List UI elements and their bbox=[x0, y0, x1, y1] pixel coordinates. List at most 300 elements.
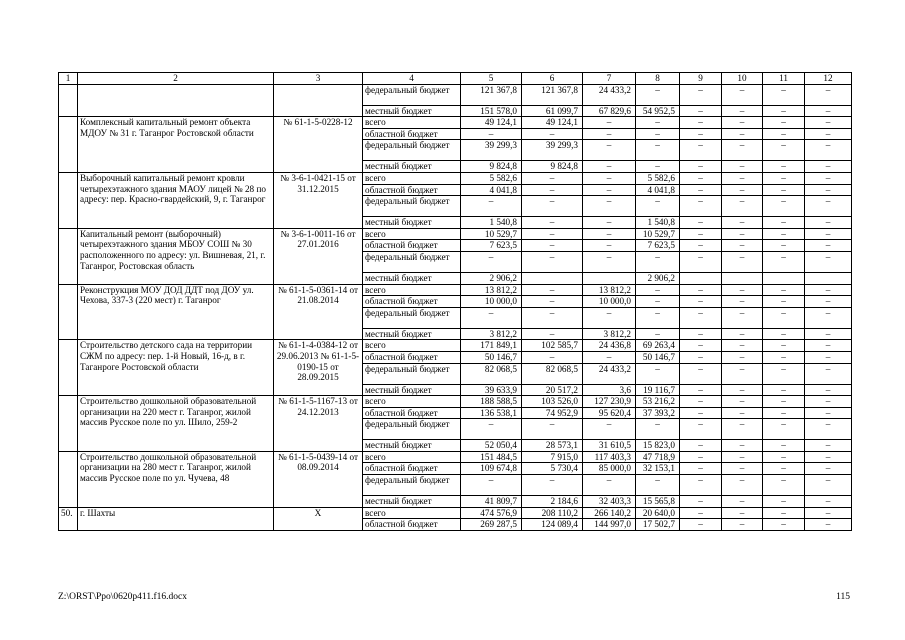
amount-cell: – bbox=[722, 196, 763, 217]
amount-cell: 121 367,8 bbox=[461, 84, 522, 105]
amount-cell: – bbox=[722, 128, 763, 140]
amount-cell: 5 730,4 bbox=[522, 463, 583, 475]
amount-cell: – bbox=[722, 396, 763, 408]
object-name: Строительство дошкольной образовательной организации на 280 мест г. Таганрог, жилой массив Русское поле по ул. Чучева, 48 bbox=[78, 451, 274, 507]
amount-cell: 9 824,8 bbox=[522, 161, 583, 173]
document-number: № 3-6-1-0011-16 от 27.01.2016 bbox=[274, 228, 363, 284]
amount-cell: – bbox=[763, 396, 805, 408]
amount-cell: 7 623,5 bbox=[636, 240, 680, 252]
amount-cell: 37 393,2 bbox=[636, 407, 680, 419]
object-name: Строительство детского сада на территории СЖМ по адресу: пер. 1-й Новый, 16-д, в г. Таганроге Ростовской области bbox=[78, 340, 274, 396]
amount-cell: – bbox=[805, 340, 852, 352]
amount-cell: 28 573,1 bbox=[522, 440, 583, 452]
table-row bbox=[59, 228, 852, 240]
amount-cell: – bbox=[805, 496, 852, 508]
amount-cell: 54 952,5 bbox=[636, 105, 680, 117]
amount-cell: 266 140,2 bbox=[583, 507, 636, 519]
amount-cell: – bbox=[680, 340, 722, 352]
amount-cell: 13 812,2 bbox=[583, 284, 636, 296]
footer-file-path: Z:\ORST\Ppo\0620p411.f16.docx bbox=[58, 592, 187, 602]
amount-cell: 19 116,7 bbox=[636, 384, 680, 396]
amount-cell: – bbox=[583, 228, 636, 240]
object-name: Строительство дошкольной образовательной организации на 220 мест г. Таганрог, жилой массив Русское поле по ул. Шило, 259-2 bbox=[78, 396, 274, 452]
amount-cell: – bbox=[722, 519, 763, 531]
amount-cell: – bbox=[805, 240, 852, 252]
amount-cell: – bbox=[680, 507, 722, 519]
amount-cell: – bbox=[763, 507, 805, 519]
amount-cell: – bbox=[722, 296, 763, 308]
amount-cell: 49 124,1 bbox=[522, 117, 583, 129]
funding-source: федеральный бюджет bbox=[363, 251, 461, 272]
column-number-9: 9 bbox=[680, 73, 722, 85]
column-number-3: 3 bbox=[274, 73, 363, 85]
amount-cell: – bbox=[722, 363, 763, 384]
amount-cell: – bbox=[763, 328, 805, 340]
amount-cell: – bbox=[583, 172, 636, 184]
amount-cell bbox=[522, 272, 583, 284]
amount-cell: – bbox=[583, 184, 636, 196]
amount-cell: – bbox=[461, 419, 522, 440]
amount-cell: 82 068,5 bbox=[461, 363, 522, 384]
amount-cell: – bbox=[722, 251, 763, 272]
amount-cell: – bbox=[805, 117, 852, 129]
amount-cell: – bbox=[636, 161, 680, 173]
amount-cell: – bbox=[722, 140, 763, 161]
amount-cell: – bbox=[805, 228, 852, 240]
amount-cell: – bbox=[522, 307, 583, 328]
amount-cell: – bbox=[680, 117, 722, 129]
amount-cell: 109 674,8 bbox=[461, 463, 522, 475]
amount-cell: – bbox=[522, 351, 583, 363]
column-number-5: 5 bbox=[461, 73, 522, 85]
object-name: Комплексный капитальный ремонт объекта МДОУ № 31 г. Таганрог Ростовской области bbox=[78, 117, 274, 173]
column-number-4: 4 bbox=[363, 73, 461, 85]
amount-cell: – bbox=[636, 475, 680, 496]
funding-source: местный бюджет bbox=[363, 272, 461, 284]
amount-cell: – bbox=[763, 128, 805, 140]
amount-cell: – bbox=[722, 228, 763, 240]
funding-source: всего bbox=[363, 228, 461, 240]
amount-cell: – bbox=[680, 307, 722, 328]
amount-cell: – bbox=[805, 475, 852, 496]
amount-cell: – bbox=[805, 161, 852, 173]
amount-cell: – bbox=[722, 217, 763, 229]
table-row bbox=[59, 284, 852, 296]
amount-cell: – bbox=[763, 519, 805, 531]
amount-cell bbox=[722, 272, 763, 284]
object-name: Капитальный ремонт (выборочный) четырехэтажного здания МБОУ СОШ № 30 расположенного по адресу: ул. Вишневая, 21, г. Таганрог, Ростовская область bbox=[78, 228, 274, 284]
amount-cell: – bbox=[805, 328, 852, 340]
amount-cell: – bbox=[805, 363, 852, 384]
amount-cell: 1 540,8 bbox=[636, 217, 680, 229]
amount-cell: – bbox=[680, 463, 722, 475]
amount-cell: 5 582,6 bbox=[636, 172, 680, 184]
amount-cell: – bbox=[583, 117, 636, 129]
amount-cell: – bbox=[522, 228, 583, 240]
funding-source: всего bbox=[363, 451, 461, 463]
budget-table bbox=[58, 72, 852, 531]
amount-cell: – bbox=[722, 351, 763, 363]
amount-cell: – bbox=[583, 351, 636, 363]
amount-cell: 69 263,4 bbox=[636, 340, 680, 352]
amount-cell: – bbox=[805, 196, 852, 217]
amount-cell: – bbox=[763, 296, 805, 308]
amount-cell: – bbox=[763, 475, 805, 496]
amount-cell: 2 184,6 bbox=[522, 496, 583, 508]
amount-cell: – bbox=[805, 407, 852, 419]
amount-cell: 24 436,8 bbox=[583, 340, 636, 352]
funding-source: федеральный бюджет bbox=[363, 307, 461, 328]
item-number bbox=[59, 172, 78, 228]
amount-cell: – bbox=[805, 105, 852, 117]
amount-cell: 474 576,9 bbox=[461, 507, 522, 519]
amount-cell: – bbox=[763, 340, 805, 352]
amount-cell: – bbox=[636, 196, 680, 217]
amount-cell: – bbox=[461, 307, 522, 328]
amount-cell: – bbox=[763, 496, 805, 508]
amount-cell: – bbox=[763, 84, 805, 105]
amount-cell bbox=[583, 272, 636, 284]
amount-cell: – bbox=[636, 307, 680, 328]
item-number bbox=[59, 340, 78, 396]
amount-cell: 74 952,9 bbox=[522, 407, 583, 419]
amount-cell: 10 529,7 bbox=[636, 228, 680, 240]
amount-cell: 52 050,4 bbox=[461, 440, 522, 452]
amount-cell: – bbox=[680, 440, 722, 452]
funding-source: федеральный бюджет bbox=[363, 419, 461, 440]
amount-cell: – bbox=[583, 161, 636, 173]
amount-cell: – bbox=[680, 172, 722, 184]
amount-cell: – bbox=[461, 475, 522, 496]
document-number: № 61-1-5-0439-14 от 08.09.2014 bbox=[274, 451, 363, 507]
item-number bbox=[59, 84, 78, 117]
amount-cell: – bbox=[763, 161, 805, 173]
item-number bbox=[59, 228, 78, 284]
funding-source: федеральный бюджет bbox=[363, 84, 461, 105]
amount-cell: – bbox=[722, 384, 763, 396]
amount-cell: – bbox=[522, 184, 583, 196]
amount-cell: – bbox=[805, 384, 852, 396]
document-number: № 61-1-5-1167-13 от 24.12.2013 bbox=[274, 396, 363, 452]
funding-source: местный бюджет bbox=[363, 328, 461, 340]
amount-cell: – bbox=[805, 440, 852, 452]
amount-cell: – bbox=[763, 451, 805, 463]
amount-cell: – bbox=[763, 351, 805, 363]
amount-cell: – bbox=[722, 105, 763, 117]
amount-cell: – bbox=[805, 284, 852, 296]
amount-cell: – bbox=[636, 328, 680, 340]
amount-cell: 10 000,0 bbox=[461, 296, 522, 308]
amount-cell bbox=[680, 272, 722, 284]
amount-cell: – bbox=[805, 463, 852, 475]
amount-cell: – bbox=[722, 463, 763, 475]
amount-cell: – bbox=[805, 419, 852, 440]
amount-cell: – bbox=[680, 519, 722, 531]
amount-cell: 50 146,7 bbox=[461, 351, 522, 363]
amount-cell: 49 124,1 bbox=[461, 117, 522, 129]
amount-cell: – bbox=[680, 363, 722, 384]
amount-cell: – bbox=[680, 296, 722, 308]
column-number-11: 11 bbox=[763, 73, 805, 85]
amount-cell: – bbox=[680, 196, 722, 217]
amount-cell: – bbox=[636, 251, 680, 272]
object-name bbox=[78, 84, 274, 117]
amount-cell: 3 812,2 bbox=[461, 328, 522, 340]
amount-cell: – bbox=[522, 419, 583, 440]
amount-cell: – bbox=[722, 184, 763, 196]
amount-cell: – bbox=[680, 84, 722, 105]
funding-source: всего bbox=[363, 172, 461, 184]
funding-source: федеральный бюджет bbox=[363, 475, 461, 496]
amount-cell: 124 089,4 bbox=[522, 519, 583, 531]
amount-cell: – bbox=[583, 475, 636, 496]
amount-cell: – bbox=[722, 172, 763, 184]
column-number-row bbox=[59, 73, 852, 85]
amount-cell: 41 809,7 bbox=[461, 496, 522, 508]
amount-cell: – bbox=[763, 384, 805, 396]
amount-cell: 15 565,8 bbox=[636, 496, 680, 508]
amount-cell: 144 997,0 bbox=[583, 519, 636, 531]
amount-cell: – bbox=[722, 284, 763, 296]
amount-cell: – bbox=[583, 196, 636, 217]
amount-cell: – bbox=[722, 507, 763, 519]
amount-cell: 24 433,2 bbox=[583, 363, 636, 384]
funding-source: всего bbox=[363, 507, 461, 519]
amount-cell: – bbox=[763, 172, 805, 184]
footer-page-number: 115 bbox=[836, 592, 850, 602]
amount-cell: – bbox=[680, 105, 722, 117]
funding-source: областной бюджет bbox=[363, 240, 461, 252]
amount-cell: – bbox=[680, 351, 722, 363]
amount-cell: – bbox=[722, 328, 763, 340]
item-number bbox=[59, 117, 78, 173]
amount-cell: – bbox=[522, 172, 583, 184]
amount-cell: – bbox=[680, 284, 722, 296]
amount-cell: – bbox=[680, 240, 722, 252]
amount-cell: – bbox=[722, 440, 763, 452]
item-number bbox=[59, 451, 78, 507]
amount-cell: – bbox=[722, 451, 763, 463]
amount-cell: – bbox=[763, 240, 805, 252]
document-number: № 61-1-5-0361-14 от 21.08.2014 bbox=[274, 284, 363, 340]
table-row bbox=[59, 84, 852, 105]
column-number-1: 1 bbox=[59, 73, 78, 85]
object-name: г. Шахты bbox=[78, 507, 274, 530]
funding-source: местный бюджет bbox=[363, 105, 461, 117]
table-row bbox=[59, 340, 852, 352]
amount-cell: 151 578,0 bbox=[461, 105, 522, 117]
amount-cell: – bbox=[583, 128, 636, 140]
funding-source: областной бюджет bbox=[363, 184, 461, 196]
item-number: 50. bbox=[59, 507, 78, 530]
funding-source: областной бюджет bbox=[363, 407, 461, 419]
amount-cell: 3 812,2 bbox=[583, 328, 636, 340]
amount-cell: – bbox=[763, 307, 805, 328]
column-number-8: 8 bbox=[636, 73, 680, 85]
amount-cell: 39 633,9 bbox=[461, 384, 522, 396]
table-row bbox=[59, 117, 852, 129]
amount-cell: – bbox=[522, 328, 583, 340]
amount-cell: 17 502,7 bbox=[636, 519, 680, 531]
column-number-2: 2 bbox=[78, 73, 274, 85]
amount-cell: 15 823,0 bbox=[636, 440, 680, 452]
amount-cell: – bbox=[722, 340, 763, 352]
amount-cell: – bbox=[805, 451, 852, 463]
amount-cell: – bbox=[763, 363, 805, 384]
amount-cell bbox=[805, 272, 852, 284]
object-name: Реконструкция МОУ ДОД ДДТ под ДОУ ул. Чехова, 337-3 (220 мест) г. Таганрог bbox=[78, 284, 274, 340]
amount-cell: 121 367,8 bbox=[522, 84, 583, 105]
amount-cell: 47 718,9 bbox=[636, 451, 680, 463]
amount-cell: – bbox=[636, 296, 680, 308]
amount-cell: – bbox=[583, 140, 636, 161]
table-row bbox=[59, 507, 852, 519]
amount-cell: – bbox=[522, 240, 583, 252]
amount-cell: – bbox=[583, 240, 636, 252]
table-row bbox=[59, 451, 852, 463]
amount-cell: – bbox=[805, 296, 852, 308]
item-number bbox=[59, 284, 78, 340]
funding-source: местный бюджет bbox=[363, 440, 461, 452]
table-body bbox=[59, 84, 852, 530]
amount-cell: 136 538,1 bbox=[461, 407, 522, 419]
amount-cell: – bbox=[636, 419, 680, 440]
amount-cell: 20 640,0 bbox=[636, 507, 680, 519]
amount-cell: 3,6 bbox=[583, 384, 636, 396]
amount-cell: – bbox=[680, 217, 722, 229]
amount-cell: 61 099,7 bbox=[522, 105, 583, 117]
funding-source: областной бюджет bbox=[363, 296, 461, 308]
amount-cell: – bbox=[522, 284, 583, 296]
amount-cell: – bbox=[461, 128, 522, 140]
amount-cell: – bbox=[680, 496, 722, 508]
document-number: № 61-1-5-0228-12 bbox=[274, 117, 363, 173]
amount-cell: – bbox=[805, 396, 852, 408]
amount-cell: – bbox=[805, 184, 852, 196]
amount-cell: – bbox=[583, 307, 636, 328]
amount-cell: – bbox=[763, 463, 805, 475]
amount-cell: – bbox=[763, 284, 805, 296]
amount-cell: 10 000,0 bbox=[583, 296, 636, 308]
amount-cell: – bbox=[722, 161, 763, 173]
document-number: Х bbox=[274, 507, 363, 530]
column-number-10: 10 bbox=[722, 73, 763, 85]
amount-cell: 82 068,5 bbox=[522, 363, 583, 384]
amount-cell: – bbox=[461, 251, 522, 272]
amount-cell: – bbox=[583, 217, 636, 229]
amount-cell: – bbox=[763, 117, 805, 129]
amount-cell: – bbox=[636, 128, 680, 140]
amount-cell: – bbox=[763, 140, 805, 161]
amount-cell: 103 526,0 bbox=[522, 396, 583, 408]
amount-cell: – bbox=[461, 196, 522, 217]
amount-cell: – bbox=[805, 84, 852, 105]
amount-cell: 24 433,2 bbox=[583, 84, 636, 105]
amount-cell: 53 216,2 bbox=[636, 396, 680, 408]
amount-cell: 4 041,8 bbox=[636, 184, 680, 196]
amount-cell: 2 906,2 bbox=[636, 272, 680, 284]
amount-cell: – bbox=[805, 140, 852, 161]
amount-cell: – bbox=[583, 419, 636, 440]
amount-cell: – bbox=[636, 117, 680, 129]
amount-cell: – bbox=[680, 161, 722, 173]
amount-cell: 32 403,3 bbox=[583, 496, 636, 508]
funding-source: федеральный бюджет bbox=[363, 140, 461, 161]
amount-cell: 95 620,4 bbox=[583, 407, 636, 419]
amount-cell: – bbox=[522, 128, 583, 140]
amount-cell: – bbox=[636, 363, 680, 384]
amount-cell: – bbox=[763, 184, 805, 196]
amount-cell: – bbox=[805, 128, 852, 140]
amount-cell: 31 610,5 bbox=[583, 440, 636, 452]
amount-cell: – bbox=[805, 172, 852, 184]
amount-cell: – bbox=[763, 407, 805, 419]
amount-cell: 5 582,6 bbox=[461, 172, 522, 184]
funding-source: федеральный бюджет bbox=[363, 363, 461, 384]
amount-cell: – bbox=[805, 507, 852, 519]
amount-cell: 7 623,5 bbox=[461, 240, 522, 252]
document-page bbox=[58, 72, 851, 531]
amount-cell: – bbox=[680, 251, 722, 272]
amount-cell: 208 110,2 bbox=[522, 507, 583, 519]
amount-cell: 269 287,5 bbox=[461, 519, 522, 531]
column-number-7: 7 bbox=[583, 73, 636, 85]
amount-cell: 1 540,8 bbox=[461, 217, 522, 229]
amount-cell: – bbox=[722, 84, 763, 105]
funding-source: местный бюджет bbox=[363, 217, 461, 229]
amount-cell: 9 824,8 bbox=[461, 161, 522, 173]
amount-cell: – bbox=[680, 228, 722, 240]
document-number: № 61-1-4-0384-12 от 29.06.2013 № 61-1-5-0190-15 от 28.09.2015 bbox=[274, 340, 363, 396]
amount-cell: – bbox=[763, 196, 805, 217]
amount-cell: – bbox=[763, 217, 805, 229]
funding-source: местный бюджет bbox=[363, 384, 461, 396]
amount-cell: 39 299,3 bbox=[461, 140, 522, 161]
amount-cell: 39 299,3 bbox=[522, 140, 583, 161]
amount-cell: – bbox=[722, 419, 763, 440]
amount-cell: 85 000,0 bbox=[583, 463, 636, 475]
amount-cell: – bbox=[522, 475, 583, 496]
amount-cell: – bbox=[680, 475, 722, 496]
amount-cell: – bbox=[722, 307, 763, 328]
amount-cell: – bbox=[805, 351, 852, 363]
funding-source: местный бюджет bbox=[363, 161, 461, 173]
amount-cell: – bbox=[636, 140, 680, 161]
funding-source: областной бюджет bbox=[363, 351, 461, 363]
amount-cell: – bbox=[680, 328, 722, 340]
item-number bbox=[59, 396, 78, 452]
amount-cell: – bbox=[680, 140, 722, 161]
amount-cell: 10 529,7 bbox=[461, 228, 522, 240]
funding-source: всего bbox=[363, 396, 461, 408]
amount-cell: 188 588,5 bbox=[461, 396, 522, 408]
amount-cell: 127 230,9 bbox=[583, 396, 636, 408]
amount-cell: 20 517,2 bbox=[522, 384, 583, 396]
amount-cell: – bbox=[636, 84, 680, 105]
amount-cell: – bbox=[583, 251, 636, 272]
amount-cell: – bbox=[680, 451, 722, 463]
amount-cell: – bbox=[522, 196, 583, 217]
column-number-6: 6 bbox=[522, 73, 583, 85]
document-number bbox=[274, 84, 363, 117]
amount-cell: – bbox=[636, 284, 680, 296]
funding-source: федеральный бюджет bbox=[363, 196, 461, 217]
amount-cell: – bbox=[763, 105, 805, 117]
amount-cell: 2 906,2 bbox=[461, 272, 522, 284]
column-number-12: 12 bbox=[805, 73, 852, 85]
amount-cell: – bbox=[722, 475, 763, 496]
amount-cell: – bbox=[805, 519, 852, 531]
